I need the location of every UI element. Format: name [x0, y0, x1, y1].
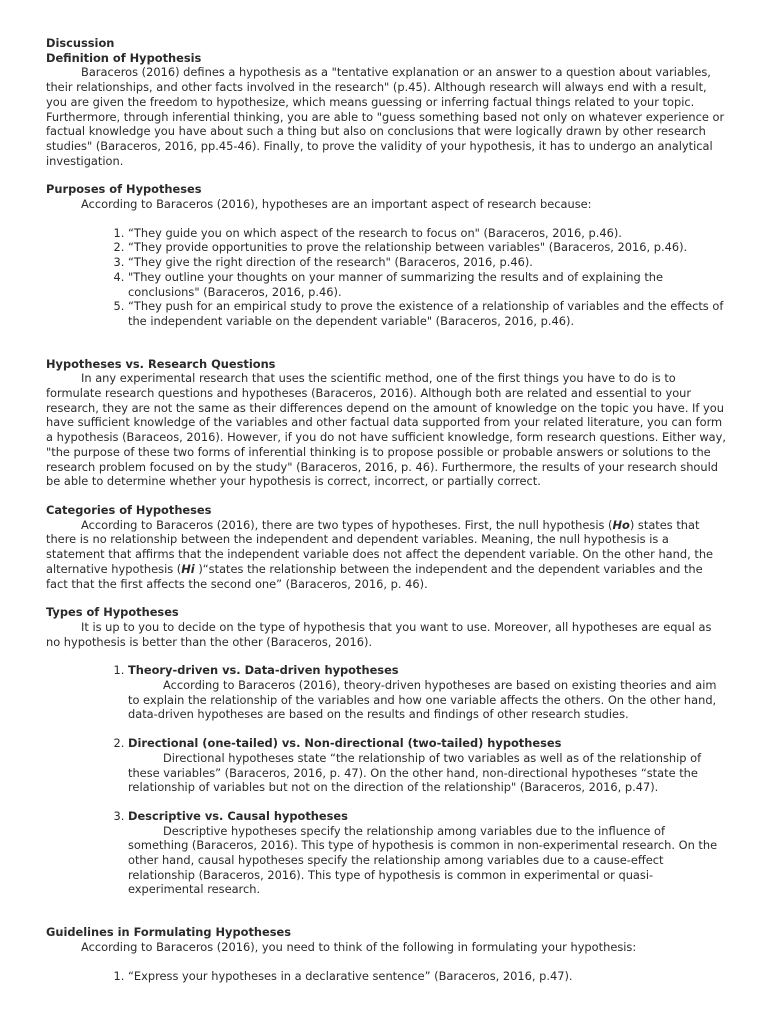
- type-title: 1. Theory-driven vs. Data-driven hypotheses: [128, 663, 399, 678]
- guidelines-list-item: 1. “Express your hypotheses in a declarative sentence” (Baraceros, 2016, p.47).: [128, 969, 726, 984]
- types-list-item: [128, 663, 726, 722]
- categories-text-b: ) states that there is no relationship between the independent and dependent variables. Meaning, the null hypothesis is a statement that affirms that the independent variable does not affect the dependent variable. On the other hand, the alternative hypothesis (: [46, 517, 714, 576]
- definition-paragraph: Baraceros (2016) defines a hypothesis as a "tentative explanation or an answer to a question about variables, their relationships, and other facts involved in the research" (p.45). Although research will always end with a result, you are given the freedom to hypothesize, which means guessing or inferring factual things related to your topic. Furthermore, through inferential thinking, you are able to "guess something based not only on whatever experience or factual knowledge you have about such a thing but also on conclusions that were logically drawn by other research studies" (Baraceros, 2016, pp.45-46). Finally, to prove the validity of your hypothesis, it has to undergo an analytical investigation.: [46, 65, 725, 168]
- guidelines-list: [46, 969, 726, 984]
- types-list: [46, 663, 726, 897]
- type-title: 3. Descriptive vs. Causal hypotheses: [128, 808, 348, 823]
- categories-text-a: According to Baraceros (2016), there are two types of hypotheses. First, the null hypothesis (: [81, 517, 613, 532]
- type-title: 2. Directional (one-tailed) vs. Non-directional (two-tailed) hypotheses: [128, 736, 562, 751]
- type-description: According to Baraceros (2016), theory-driven hypotheses are based on existing theories and aim to explain the relationship of the variables and how one variable affects the others. On the other hand, data-driven hypotheses are based on the results and findings of other research studies.: [128, 678, 717, 722]
- vs-questions-heading: Hypotheses vs. Research Questions: [46, 356, 276, 371]
- guidelines-intro: According to Baraceros (2016), you need to think of the following in formulating your hypothesis:: [81, 939, 637, 954]
- vs-questions-paragraph: In any experimental research that uses the scientific method, one of the first things you have to do is to formulate research questions and hypotheses (Baraceros, 2016). Although both are related and essential to your research, they are not the same as their differences depend on the amount of knowledge on the topic you have. If you have sufficient knowledge of the variables and other factual data supported from your related literature, you can form a hypothesis (Baraceos, 2016). However, if you do not have sufficient knowledge, form research questions. Either way, "the purpose of these two forms of inferential thinking is to propose possible or probable answers or solutions to the research problem focused on by the study" (Baraceros, 2016, p. 46). Furthermore, the results of your research should be able to determine whether your hypothesis is correct, incorrect, or partially correct.: [46, 371, 727, 489]
- purposes-list-item: 2. “They provide opportunities to prove the relationship between variables" (Baraceros, 2016, p.46).: [128, 240, 726, 255]
- null-hypothesis-symbol: Ho: [612, 517, 630, 532]
- purposes-list-item: 3. “They give the right direction of the research" (Baraceros, 2016, p.46).: [128, 255, 726, 270]
- document-page: [46, 36, 726, 983]
- alternative-hypothesis-symbol: Hi: [181, 561, 195, 576]
- purposes-intro: According to Baraceros (2016), hypotheses are an important aspect of research because:: [81, 197, 592, 212]
- guidelines-heading: Guidelines in Formulating Hypotheses: [46, 925, 292, 940]
- purposes-heading: Purposes of Hypotheses: [46, 182, 202, 197]
- types-intro: It is up to you to decide on the type of hypothesis that you want to use. Moreover, all hypotheses are equal as no hypothesis is better than the other (Baraceros, 2016).: [46, 619, 712, 649]
- purposes-list-item: 1. “They guide you on which aspect of the research to focus on" (Baraceros, 2016, p.46).: [128, 226, 726, 241]
- categories-paragraph: [46, 518, 726, 592]
- discussion-heading: Discussion: [46, 36, 115, 50]
- purposes-list: [46, 226, 726, 329]
- types-heading: Types of Hypotheses: [46, 605, 179, 620]
- types-list-item: [128, 809, 726, 897]
- type-description: Descriptive hypotheses specify the relationship among variables due to the influence of something (Baraceros, 2016). This type of hypothesis is common in non-experimental research. On the other hand, causal hypotheses specify the relationship among variables due to a cause-effect relationship (Baraceros, 2016). This type of hypothesis is common in experimental or quasi-experimental research.: [128, 823, 718, 897]
- types-list-item: [128, 736, 726, 795]
- categories-text-c: )“states the relationship between the independent and the dependent variables and the fact that the first affects the second one” (Baraceros, 2016, p. 46).: [46, 561, 703, 591]
- purposes-list-item: 5. “They push for an empirical study to prove the existence of a relationship of variables and the effects of the independent variable on the dependent variable" (Baraceros, 2016, p.46).: [128, 299, 726, 328]
- type-description: Directional hypotheses state “the relationship of two variables as well as of the relationship of these variables” (Baraceros, 2016, p. 47). On the other hand, non-directional hypotheses “state the relationship of variables but not on the direction of the relationship" (Baraceros, 2016, p.47).: [128, 750, 702, 795]
- definition-heading: Definition of Hypothesis: [46, 50, 202, 65]
- purposes-list-item: 4. "They outline your thoughts on your manner of summarizing the results and of explaining the conclusions" (Baraceros, 2016, p.46).: [128, 270, 726, 299]
- categories-heading: Categories of Hypotheses: [46, 502, 212, 517]
